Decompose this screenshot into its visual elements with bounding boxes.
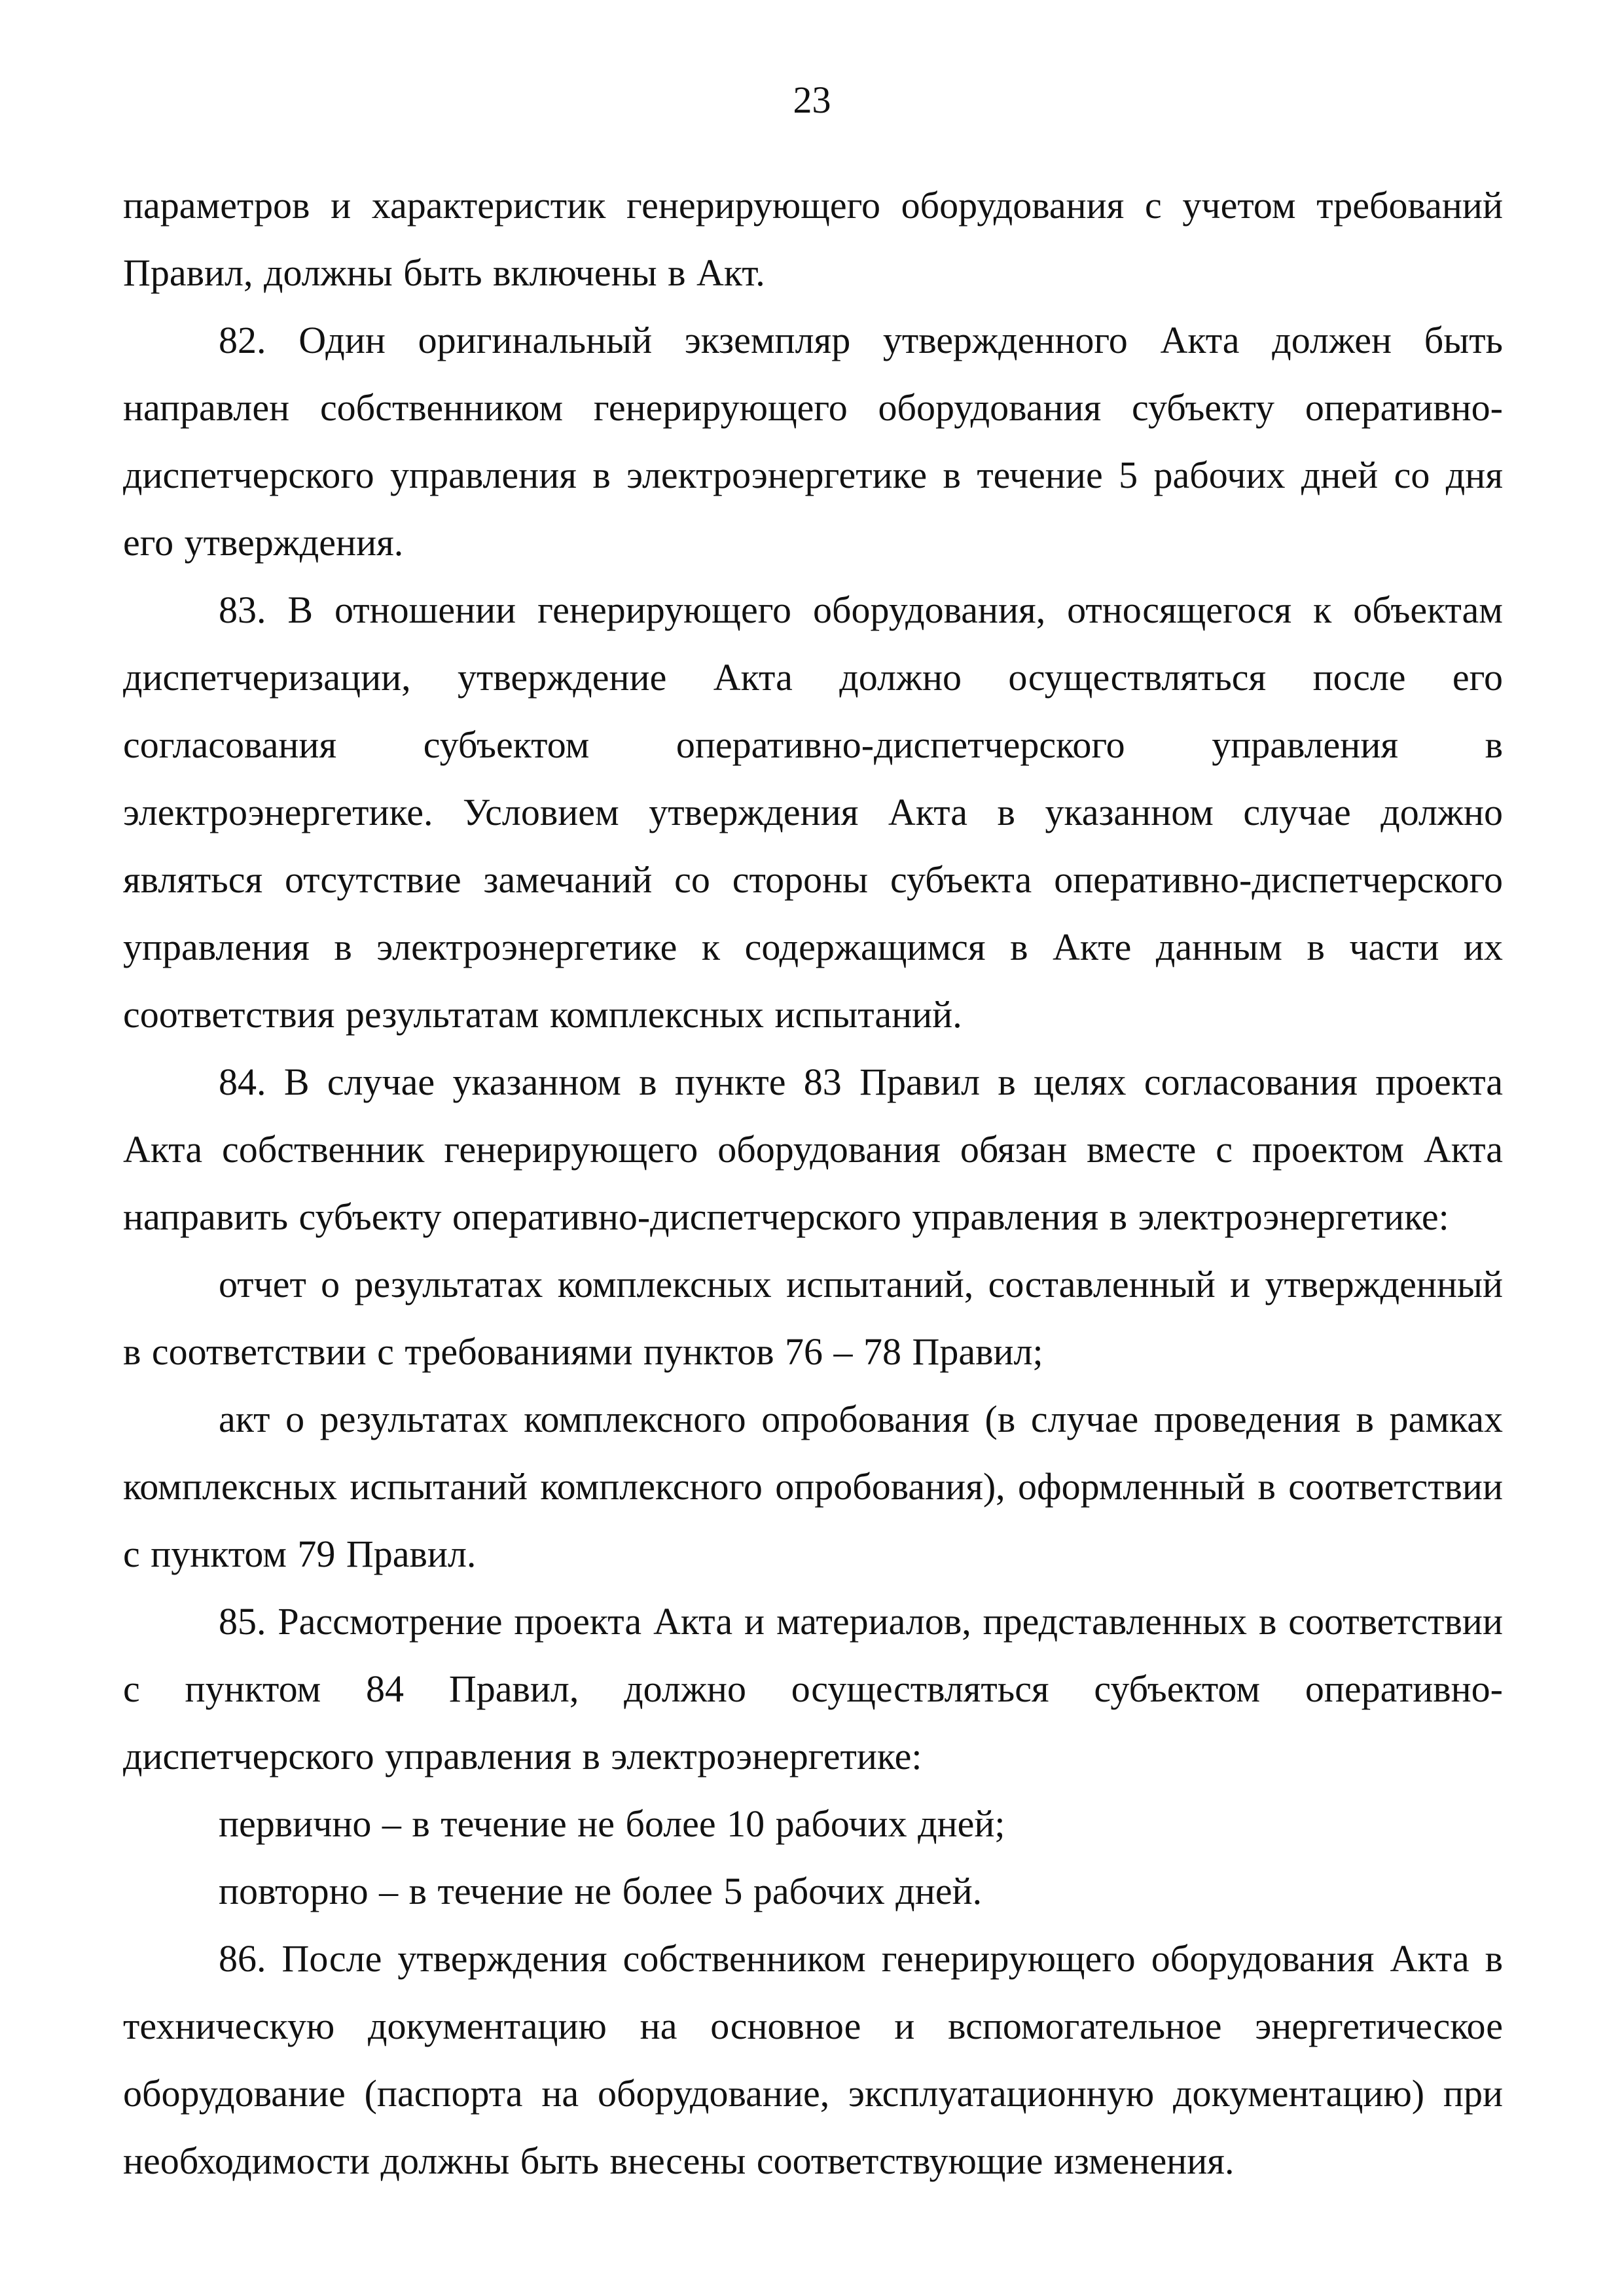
paragraph-86: 86. После утверждения собственником генерирующего оборудования Акта в техническую документацию на основное и вспомогательное энергетическое оборудование (паспорта на оборудование, эксплуатационную документацию) при необходимости должны быть внесены соответствующие изменения. [123,1937,1503,2182]
paragraph-85: 85. Рассмотрение проекта Акта и материалов, представленных в соответствии с пунктом 84 Правил, должно осуществляться субъектом оперативно-диспетчерского управления в электроэнергетике: [123,1600,1503,1777]
paragraph-82: 82. Один оригинальный экземпляр утвержденного Акта должен быть направлен собственником генерирующего оборудования субъекту оперативно-диспетчерского управления в электроэнергетике в течение 5 рабочих дней со дня его утверждения. [123,319,1503,564]
paragraph-84-item-act: акт о результатах комплексного опробования (в случае проведения в рамках комплексных испытаний комплексного опробования), оформленный в соответствии с пунктом 79 Правил. [123,1398,1503,1575]
paragraph-85-item-repeat: повторно – в течение не более 5 рабочих дней. [219,1870,983,1912]
page-number: 23 [793,79,831,121]
paragraph-continuation: параметров и характеристик генерирующего оборудования с учетом требований Правил, должны быть включены в Акт. [123,184,1503,294]
paragraph-83: 83. В отношении генерирующего оборудования, относящегося к объектам диспетчеризации, утверждение Акта должно осуществляться после его согласования субъектом оперативно-диспетчерского управления в электроэнергетике. Условием утверждения Акта в указанном случае должно являться отсутствие замечаний со стороны субъекта оперативно-диспетчерского управления в электроэнергетике к содержащимся в Акте данным в части их соответствия результатам комплексных испытаний. [123,589,1503,1036]
document-body [123,172,1503,2195]
paragraph-84: 84. В случае указанном в пункте 83 Правил в целях согласования проекта Акта собственник генерирующего оборудования обязан вместе с проектом Акта направить субъекту оперативно-диспетчерского управления в электроэнергетике: [123,1061,1503,1238]
paragraph-84-item-report: отчет о результатах комплексных испытаний, составленный и утвержденный в соответствии с требованиями пунктов 76 – 78 Правил; [123,1263,1503,1373]
paragraph-85-item-primary: первично – в течение не более 10 рабочих дней; [219,1802,1005,1845]
